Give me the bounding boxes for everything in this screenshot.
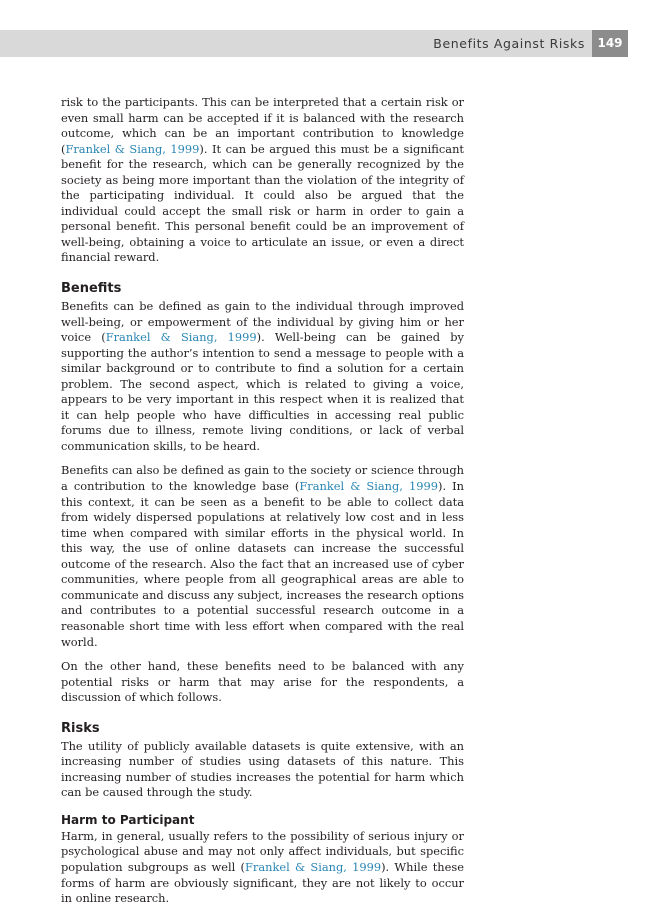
citation-link[interactable]: Frankel & Siang, 1999 (105, 330, 257, 345)
paragraph-text: Benefits can also be defined as gain to the society or science through a contribution to the knowledge base ( (61, 463, 464, 494)
body-paragraph (61, 463, 464, 650)
running-header-title: Benefits Against Risks (433, 36, 585, 51)
paragraph-text: ). Well-being can be gained by supporting the author’s intention to send a message to people with a similar background or to contribute to find a solution for a certain problem. The second aspect, which is related to giving a voice, appears to be very important in this respect when it is realized that it can help people who have difficulties in accessing real public forums due to illness, remote living conditions, or lack of verbal communication skills, to be heard. (61, 330, 464, 453)
section-heading-risks: Risks (61, 720, 100, 736)
body-paragraph: The utility of publicly available datasets is quite extensive, with an increasing number of studies using datasets of this nature. This increasing number of studies increases the potential for harm which can be caused through the study. (61, 738, 464, 800)
paragraph-text: Benefits can be defined as gain to the individual through improved well-being, or empowerment of the individual by giving him or her voice ( (61, 299, 464, 345)
paragraph-text: ). In this context, it can be seen as a benefit to be able to collect data from widely dispersed populations at relatively low cost and in less time when compared with similar efforts in the physical world. In this way, the use of online datasets can increase the successful outcome of the research. Also the fact that an increased use of cyber communities, where people from all geographical areas are able to communicate and discuss any subject, increases the research options and contributes to a potential successful research outcome in a reasonable short time with less effort when compared with the real world. (61, 479, 464, 649)
paragraph-text: ). It can be argued this must be a significant benefit for the research, which can be generally recognized by the society as being more important than the violation of the integrity of the participating individual. It could also be argued that the individual could accept the small risk or harm in order to gain a personal benefit. This personal benefit could be an improvement of well-being, obtaining a voice to articulate an issue, or even a direct financial reward. (61, 141, 464, 265)
citation-link[interactable]: Frankel & Siang, 1999 (65, 141, 200, 156)
citation-link[interactable]: Frankel & Siang, 1999 (299, 479, 438, 494)
paragraph-text: risk to the participants. This can be interpreted that a certain risk or even small harm can be accepted if it is balanced with the research outcome, which can be an important contribution to knowledge ( (61, 95, 464, 156)
body-paragraph: On the other hand, these benefits need to be balanced with any potential risks or harm that may arise for the respondents, a discussion of which follows. (61, 659, 464, 705)
section-heading-benefits: Benefits (61, 281, 122, 297)
subsection-heading-harm: Harm to Participant (61, 812, 195, 827)
paragraph-text: Harm, in general, usually refers to the possibility of serious injury or psychological abuse and may not only affect individuals, but specific population subgroups as well ( (61, 828, 464, 874)
body-paragraph (61, 829, 464, 907)
paragraph-text: ). While these forms of harm are obviously significant, they are not likely to occur in online research. (61, 859, 464, 906)
citation-link[interactable]: Frankel & Siang, 1999 (245, 859, 382, 874)
page-body (61, 95, 464, 916)
body-paragraph (61, 299, 464, 454)
body-paragraph (61, 95, 464, 266)
page-number: 149 (592, 30, 628, 57)
